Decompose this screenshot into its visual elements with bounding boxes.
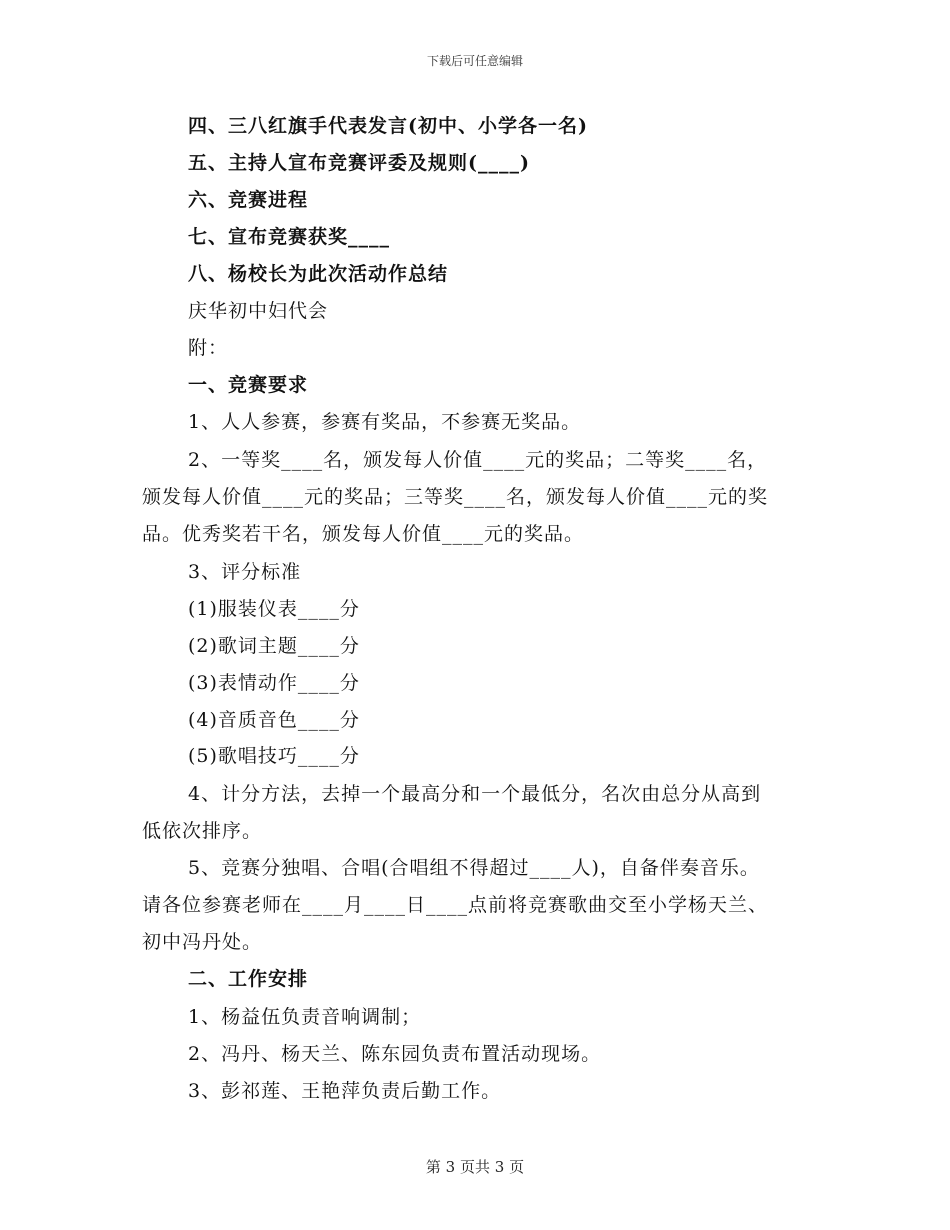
criterion-2: (2)歌词主题____分 (188, 635, 360, 657)
requirement-4-line-1: 4、计分方法，去掉一个最高分和一个最低分，名次由总分从高到 (188, 783, 762, 805)
criterion-5: (5)歌唱技巧____分 (188, 745, 360, 767)
requirement-5-line-2: 请各位参赛老师在____月____日____点前将竞赛歌曲交至小学杨天兰、 (142, 894, 769, 916)
criterion-3: (3)表情动作____分 (188, 672, 360, 694)
criterion-4: (4)音质音色____分 (188, 709, 360, 731)
page-footer: 第 3 页共 3 页 (425, 1158, 525, 1176)
agenda-item-7: 七、宣布竞赛获奖____ (188, 226, 391, 248)
requirement-5-line-1: 5、竞赛分独唱、合唱(合唱组不得超过____人)，自备伴奏音乐。 (188, 857, 760, 879)
requirement-4-line-2: 低依次排序。 (142, 820, 263, 842)
requirement-2-line-3: 品。优秀奖若干名，颁发每人价值____元的奖品。 (142, 523, 585, 545)
requirement-5-line-3: 初中冯丹处。 (142, 931, 263, 953)
organizer-name: 庆华初中妇代会 (188, 300, 329, 322)
criterion-1: (1)服装仪表____分 (188, 598, 360, 620)
arrangement-2: 2、冯丹、杨天兰、陈东园负责布置活动现场。 (188, 1043, 602, 1065)
requirement-1: 1、人人参赛，参赛有奖品，不参赛无奖品。 (188, 411, 582, 433)
requirement-2-line-1: 2、一等奖____名，颁发每人价值____元的奖品；二等奖____名， (188, 449, 768, 471)
requirement-3: 3、评分标准 (188, 561, 302, 583)
section-heading-requirements: 一、竞赛要求 (188, 374, 309, 396)
agenda-item-5: 五、主持人宣布竞赛评委及规则(____) (188, 152, 530, 174)
requirement-2-line-2: 颁发每人价值____元的奖品；三等奖____名，颁发每人价值____元的奖 (142, 486, 769, 508)
agenda-item-6: 六、竞赛进程 (188, 189, 309, 211)
agenda-item-4: 四、三八红旗手代表发言(初中、小学各一名) (188, 115, 588, 137)
section-heading-arrangement: 二、工作安排 (188, 968, 309, 990)
page-header: 下载后可任意编辑 (426, 54, 523, 68)
arrangement-3: 3、彭祁莲、王艳萍负责后勤工作。 (188, 1080, 502, 1102)
agenda-item-8: 八、杨校长为此次活动作总结 (188, 263, 449, 285)
arrangement-1: 1、杨益伍负责音响调制； (188, 1006, 422, 1028)
appendix-label: 附： (188, 337, 229, 359)
